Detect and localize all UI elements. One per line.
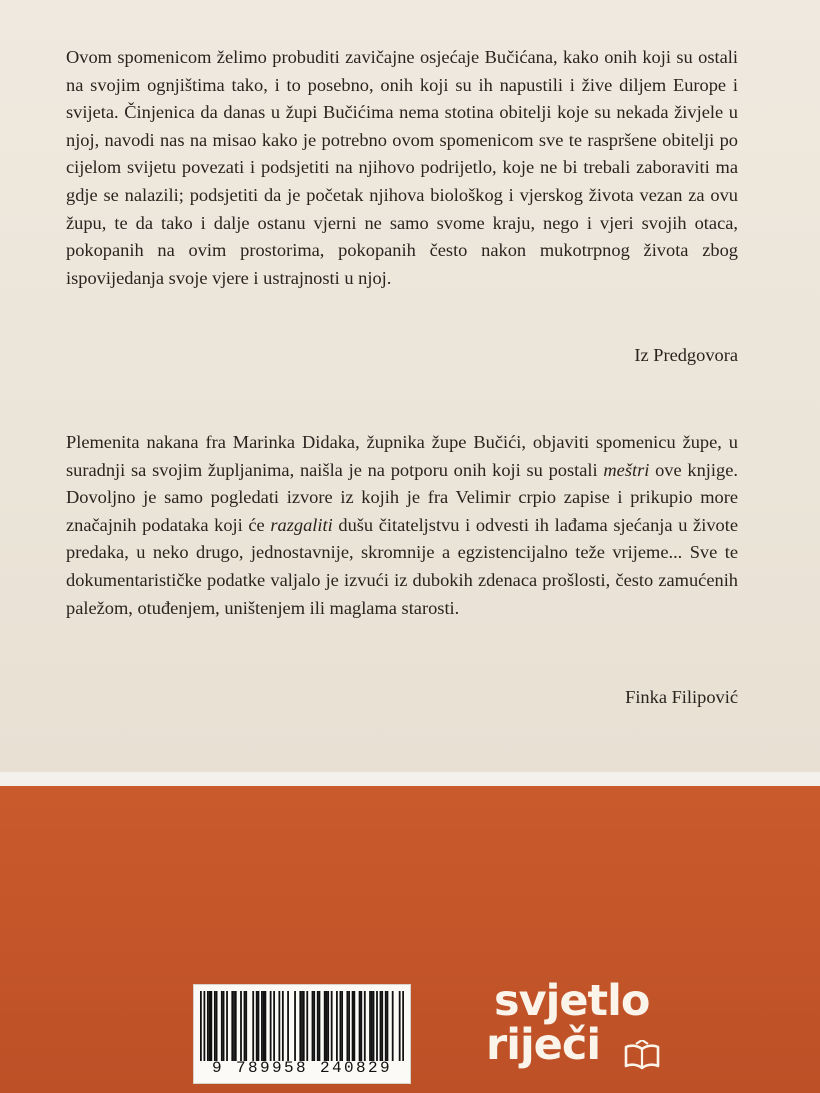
barcode-bar bbox=[207, 991, 209, 1061]
barcode-bar bbox=[258, 991, 260, 1061]
review-text-part1: Plemenita nakana fra Marinka Didaka, župnika župe Bučići, objaviti spomenicu župe, u suradnji sa svojim župljanima, naišla je na potporu onih koji su postali bbox=[66, 432, 738, 480]
barcode-bars bbox=[200, 991, 404, 1061]
barcode-bar bbox=[233, 991, 235, 1061]
barcode-bar bbox=[346, 991, 348, 1061]
barcode-bar bbox=[336, 991, 338, 1061]
barcode-bar bbox=[303, 991, 305, 1061]
barcode-bar bbox=[294, 991, 296, 1061]
barcode-bar bbox=[265, 991, 267, 1061]
open-book-icon bbox=[624, 1040, 660, 1070]
review-text-part2: ove knjige. Dovoljno je samo pogledati izvore iz kojih je fra Velimir crpio zapise i prikupio more značajnih podataka koji će bbox=[66, 459, 738, 535]
barcode-bar bbox=[313, 991, 315, 1061]
barcode-bar bbox=[387, 991, 389, 1061]
barcode-bar bbox=[299, 991, 301, 1061]
barcode-bar bbox=[369, 991, 371, 1061]
barcode-bar bbox=[216, 991, 218, 1061]
barcode-bar bbox=[270, 991, 272, 1061]
barcode-bar bbox=[371, 991, 373, 1061]
barcode-bar bbox=[352, 991, 354, 1061]
publisher-logo-line2: riječi bbox=[486, 1020, 601, 1070]
barcode-bar bbox=[381, 991, 383, 1061]
barcode-bar bbox=[263, 991, 265, 1061]
barcode-bar bbox=[306, 991, 308, 1061]
barcode-bar bbox=[240, 991, 242, 1061]
barcode-bar bbox=[360, 991, 362, 1061]
barcode-bar bbox=[312, 991, 314, 1061]
barcode-bar bbox=[209, 991, 211, 1061]
barcode-bar bbox=[210, 991, 212, 1061]
barcode-bar bbox=[331, 991, 333, 1061]
barcode-bar bbox=[392, 991, 394, 1061]
barcode-bar bbox=[245, 991, 247, 1061]
preface-excerpt: Ovom spomenicom želimo probuditi zavičajne osjećaje Bučićana, kako onih koji su ostali na svojim ognjištima tako, i to posebno, onih koji su ih napustili i žive diljem Europe i svijeta. Činjenica da danas u župi Bučićima nema stotina obitelji koje su nekada živjele u njoj, navodi nas na misao kako je potrebno ovom spomenicom sve te raspršene obitelji po cijelom svijetu povezati i podsjetiti na njihovo podrijetlo, koje ne bi trebali zaboraviti ma gdje se nalazili; podsjetiti da je početak njihova biološkog i vjerskog života vezan za ovu župu, te da tako i dalje ostanu vjerni ne samo svome kraju, nego i vjeri svojih otaca, pokopanih na ovim prostorima, pokopanih često nakon mukotrpnog života zbog ispovijedanja svoje vjere i ustrajnosti u njoj. bbox=[66, 47, 738, 288]
barcode-bar bbox=[214, 991, 216, 1061]
review-attribution: Finka Filipović bbox=[625, 687, 738, 707]
barcode-bar bbox=[226, 991, 228, 1061]
barcode-bar bbox=[278, 991, 280, 1061]
barcode-bar bbox=[200, 991, 202, 1061]
barcode-bar bbox=[221, 991, 223, 1061]
cover-divider-stripe bbox=[0, 772, 820, 786]
barcode-bar bbox=[402, 991, 404, 1061]
review-text-italic-mestri: meštri bbox=[603, 459, 650, 480]
isbn-number: 9 789958 240829 bbox=[211, 1059, 393, 1077]
barcode-bar bbox=[203, 991, 205, 1061]
barcode-bar bbox=[319, 991, 321, 1061]
barcode-bar bbox=[339, 991, 341, 1061]
barcode-bar bbox=[287, 991, 289, 1061]
barcode-bar bbox=[324, 991, 326, 1061]
barcode-bar bbox=[326, 991, 328, 1061]
review-excerpt bbox=[66, 429, 738, 622]
barcode-bar bbox=[261, 991, 263, 1061]
barcode-bar bbox=[373, 991, 375, 1061]
barcode-bar bbox=[341, 991, 343, 1061]
barcode-bar bbox=[256, 991, 258, 1061]
barcode-bar bbox=[252, 991, 254, 1061]
barcode-bar bbox=[399, 991, 401, 1061]
barcode-bar bbox=[301, 991, 303, 1061]
barcode-bar bbox=[282, 991, 284, 1061]
isbn-barcode bbox=[193, 984, 411, 1084]
barcode-bar bbox=[223, 991, 225, 1061]
barcode-bar bbox=[317, 991, 319, 1061]
barcode-bar bbox=[244, 991, 246, 1061]
barcode-bar bbox=[364, 991, 366, 1061]
review-text-italic-razgaliti: razgaliti bbox=[270, 514, 333, 535]
barcode-bar bbox=[273, 991, 275, 1061]
preface-attribution: Iz Predgovora bbox=[634, 345, 738, 365]
barcode-bar bbox=[235, 991, 237, 1061]
publisher-logo bbox=[486, 976, 676, 1086]
barcode-bar bbox=[380, 991, 382, 1061]
barcode-bar bbox=[376, 991, 378, 1061]
barcode-bar bbox=[327, 991, 329, 1061]
barcode-bar bbox=[348, 991, 350, 1061]
publisher-logo-line1: svjetlo bbox=[494, 976, 650, 1026]
barcode-bar bbox=[353, 991, 355, 1061]
barcode-bar bbox=[359, 991, 361, 1061]
review-text-part3: dušu čitateljstvu i odvesti ih lađama sjećanja u živote predaka, u neko drugo, jednostavnije, skromnije a egzistencijalno teže vrijeme... Sve te dokumentarističke podatke valjalo je izvući iz dubokih zdenaca prošlosti, često zamućenih paležom, otuđenjem, uništenjem ili maglama starosti. bbox=[66, 514, 738, 618]
barcode-bar bbox=[231, 991, 233, 1061]
barcode-bar bbox=[385, 991, 387, 1061]
